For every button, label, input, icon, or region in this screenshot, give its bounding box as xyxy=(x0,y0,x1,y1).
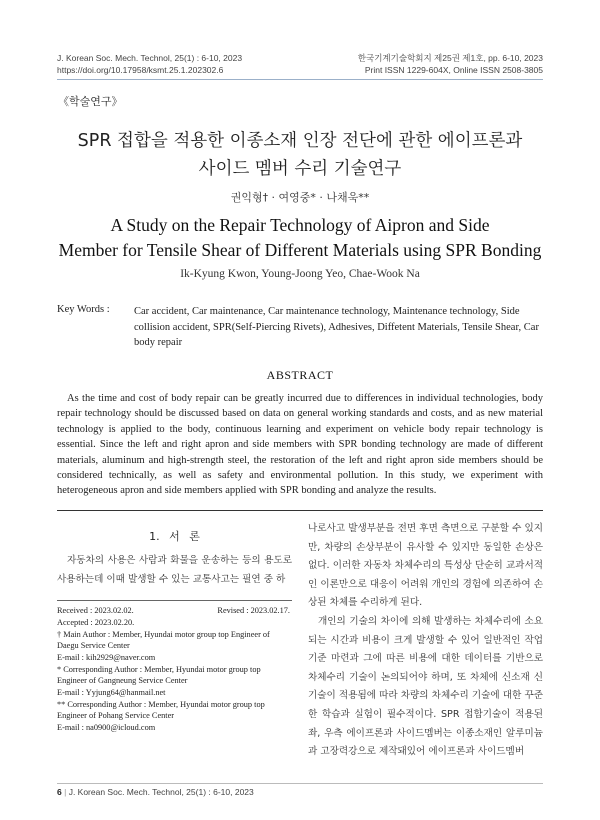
received-date: Received : 2023.02.02. xyxy=(57,606,134,615)
section-heading-introduction: 1. 서 론 xyxy=(149,530,200,543)
footnote-divider xyxy=(57,600,292,601)
footnote-dates xyxy=(57,605,292,616)
authors-english: Ik-Kyung Kwon, Young-Joong Yeo, Chae-Wook Na xyxy=(180,268,420,280)
corresponding-author-1-affiliation: Engineer of Gangneung Service Center xyxy=(57,676,188,685)
title-english xyxy=(0,213,600,263)
corresponding-author-2: ** Corresponding Author : Member, Hyundai motor group top xyxy=(57,700,265,709)
header-divider xyxy=(57,79,543,80)
footer-divider xyxy=(57,783,543,784)
intro-paragraph-1: 나로사고 발생부분을 전면 후면 측면으로 구분할 수 있지만, 차량의 손상부분이 유사할 수 있지만 동일한 손상은 없다. 이러한 자동차 차체수리의 특성상 단순히 교과서적인 이론만으로 대응이 어려워 개인의 경험에 의존하여 손상된 차체를 수리하게 된다. xyxy=(308,523,543,609)
title-korean xyxy=(0,127,600,183)
doi-link[interactable]: https://doi.org/10.17958/ksmt.25.1.202302.6 xyxy=(57,65,224,75)
abstract-body: As the time and cost of body repair can be greatly incurred due to differences in individual technologies, body repair technology should be discussed based on data on general working standards and costs, and as new material technology is applied to the body, continuous learning and experiment on vehicle body repair technology is essential. Since the left and right apron and side members with SPR bonding technology are made of different materials, aluminum and high-strength steel, the restoration of the left and right apron side members should be considered technically, as well as safety and environmental pollution. In this study, we experiment with heterogeneous apron and side members applied with SPR bonding and analyze the results. xyxy=(57,393,543,497)
article-category: 《학술연구》 xyxy=(58,95,123,108)
main-author-note: † Main Author : Member, Hyundai motor group top Engineer of xyxy=(57,630,270,639)
corresponding-author-1: * Corresponding Author : Member, Hyundai motor group top xyxy=(57,665,261,674)
accepted-date: Accepted : 2023.02.20. xyxy=(57,618,135,627)
abstract-divider xyxy=(57,510,543,511)
main-author-affiliation: Daegu Service Center xyxy=(57,641,130,650)
corresponding-author-2-email[interactable]: E-mail : na0900@icloud.com xyxy=(57,723,156,732)
journal-citation: J. Korean Soc. Mech. Technol, 25(1) : 6-10, 2023 xyxy=(57,53,243,63)
main-author-email[interactable]: E-mail : kih2929@naver.com xyxy=(57,653,156,662)
page-footer: 6 | J. Korean Soc. Mech. Technol, 25(1) : 6-10, 2023 xyxy=(57,787,254,797)
title-korean-line1: SPR 접합을 적용한 이종소재 인장 전단에 관한 에이프론과 xyxy=(77,131,523,151)
title-english-line2: Member for Tensile Shear of Different Materials using SPR Bonding xyxy=(58,240,542,260)
issn-line: Print ISSN 1229-604X, Online ISSN 2508-3805 xyxy=(364,65,543,75)
running-header-right xyxy=(243,52,543,76)
journal-korean-citation: 한국기계기술학회지 제25권 제1호, pp. 6-10, 2023 xyxy=(357,53,543,63)
keywords-list: Car accident, Car maintenance, Car maintenance technology, Maintenance technology, Side collision accident, SPR(Self-Piercing Rivets), Adhesives, Diffetent Materials, Tensile Shear, Car body repair xyxy=(134,306,539,348)
authors-korean: 권익형† · 여영중* · 나채욱** xyxy=(230,191,370,204)
corresponding-author-1-email[interactable]: E-mail : Yyjung64@hanmail.net xyxy=(57,688,166,697)
corresponding-author-2-affiliation: Engineer of Pohang Service Center xyxy=(57,711,175,720)
keywords-label: Key Words : xyxy=(57,304,110,315)
abstract-heading: ABSTRACT xyxy=(266,368,334,382)
title-korean-line2: 사이드 멤버 수리 기술연구 xyxy=(198,159,402,179)
title-english-line1: A Study on the Repair Technology of Aipron and Side xyxy=(110,215,490,235)
page-number: 6 xyxy=(57,787,62,797)
introduction-right-text xyxy=(308,520,543,762)
footer-citation: J. Korean Soc. Mech. Technol, 25(1) : 6-10, 2023 xyxy=(68,787,254,797)
intro-paragraph-2: 개인의 기술의 차이에 의해 발생하는 차체수리에 소요되는 시간과 비용이 크게 발생할 수 있어 일반적인 작업기준 마련과 그에 따른 비용에 대한 데이터를 기반으로 차체수리 기술이 논의되어야 하며, 또 차체에 신소재 신기술이 적용됨에 따라 차량의 차체수리 기술에 대한 꾸준한 학습과 실험이 필수적이다. SPR 접합기술이 적용된 좌, 우측 에이프론과 사이드멤버는 이종소재인 알루미늄과 고장력강으로 제작돼있어 에이프론과 사이드멤버 xyxy=(308,615,543,758)
introduction-left-text: 자동차의 사용은 사람과 화물을 운송하는 등의 용도로 사용하는데 이때 발생할 수 있는 교통사고는 필연 중 하 xyxy=(57,555,292,585)
revised-date: Revised : 2023.02.17. xyxy=(217,606,290,615)
